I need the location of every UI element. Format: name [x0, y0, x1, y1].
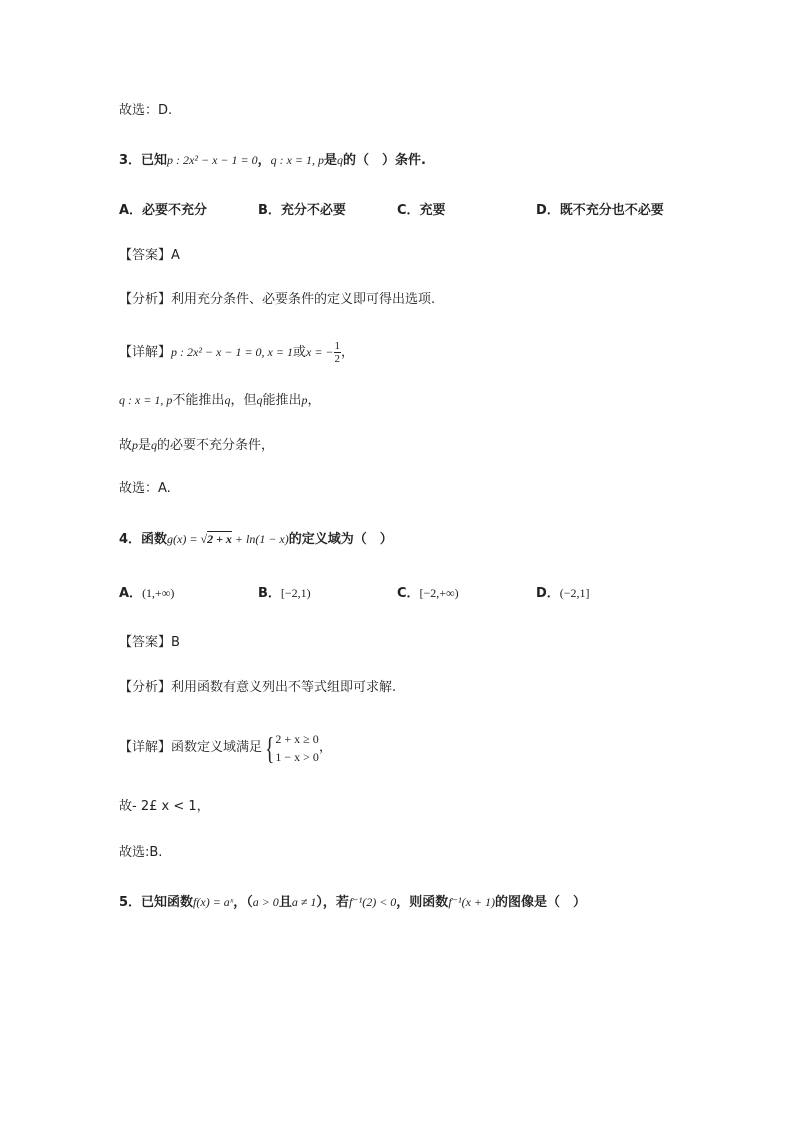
q3-answer	[119, 246, 180, 266]
q5-cond-and: 且	[278, 895, 292, 910]
left-brace-icon: {	[265, 729, 275, 766]
q5-func2: f⁻¹(x + 1)	[448, 895, 495, 909]
q4-answer-text: 【答案】B	[119, 635, 180, 650]
q3-fraction	[334, 340, 342, 365]
q3-detail	[119, 340, 354, 365]
q3-analysis-text: 【分析】利用充分条件、必要条件的定义即可得出选项.	[119, 292, 436, 307]
q4-conclusion	[119, 797, 210, 817]
q4-func: g(x) =	[167, 532, 201, 546]
question-3-stem	[119, 150, 426, 171]
q3-sep: ，	[257, 153, 271, 168]
q4-option-b-letter: B．	[258, 586, 281, 601]
q4-analysis-text: 【分析】利用函数有意义列出不等式组即可求解.	[119, 680, 397, 695]
q5-tail: 的图像是（ ）	[495, 895, 587, 910]
q4-option-a-letter: A．	[119, 586, 143, 601]
q3-line2-q2: q	[224, 393, 231, 407]
q4-option-d	[536, 583, 590, 604]
q3-option-b	[258, 201, 346, 221]
prev-choose-line	[119, 101, 172, 121]
q4-option-c-letter: C．	[397, 586, 420, 601]
q4-conclusion-text: 故- 2£ x < 1，	[119, 799, 210, 814]
q4-analysis	[119, 678, 396, 698]
q4-sqrt-body: 2 + x	[207, 532, 232, 546]
q4-inequality-system	[275, 730, 319, 766]
q3-option-a	[119, 201, 207, 221]
q3-detail-line2	[119, 390, 320, 411]
q3-q-expr: q : x = 1, p	[270, 153, 325, 167]
q3-p-expr: p : 2x² − x − 1 = 0	[167, 153, 258, 167]
q4-detail-end: ，	[318, 740, 332, 755]
q3-fraction-num: 1	[334, 340, 341, 352]
q5-cond-expr1: a > 0	[252, 895, 279, 909]
q3-answer-text: 【答案】A	[119, 248, 180, 263]
q4-option-d-letter: D．	[536, 586, 560, 601]
q3-detail-tag: 【详解】	[119, 345, 172, 360]
q5-cond-a: ，（	[233, 895, 253, 910]
q4-detail-tag: 【详解】	[119, 740, 172, 755]
q4-option-a-value: (1,+∞)	[142, 586, 175, 600]
q4-detail	[119, 728, 332, 768]
q4-sys-line-2: 1 − x > 0	[275, 749, 319, 764]
q3-option-d-label: D．既不充分也不必要	[536, 203, 664, 218]
q3-fraction-den: 2	[334, 353, 341, 365]
q3-line3-p: p	[132, 438, 139, 452]
q3-analysis	[119, 290, 435, 310]
q5-cond-b: ），若	[316, 895, 349, 910]
q3-line2-p: p	[301, 393, 308, 407]
q3-line2-expr: q : x = 1, p	[119, 393, 173, 407]
q3-detail-line3	[119, 435, 274, 456]
q3-line2-a: 不能推出	[172, 393, 225, 408]
q3-number: 3．已知	[119, 153, 168, 168]
q3-line3-a: 故	[119, 438, 133, 453]
q3-option-c	[397, 201, 446, 221]
q3-line2-c: 能推出	[262, 393, 302, 408]
q3-q-var: q	[337, 153, 344, 167]
q3-detail-end: ，	[341, 345, 355, 360]
q5-func: f(x) = aˣ	[193, 895, 234, 909]
q3-line3-c: 的必要不充分条件，	[157, 438, 275, 453]
q5-number: 5．已知函数	[119, 895, 194, 910]
q4-detail-text: 函数定义域满足	[171, 740, 263, 755]
q3-choose-text: 故选：A.	[119, 481, 171, 496]
q3-line2-q3: q	[256, 393, 263, 407]
q3-tail: 的（ ）条件.	[343, 153, 426, 168]
q3-detail-expr: p : 2x² − x − 1 = 0, x = 1	[171, 345, 293, 359]
q4-option-d-value: (−2,1]	[559, 586, 590, 600]
q3-detail-x: x = −	[306, 345, 334, 359]
q5-cond-c: ，则函数	[396, 895, 449, 910]
q4-option-b	[258, 583, 311, 604]
q3-option-c-label: C．充要	[397, 203, 446, 218]
q5-ineq: f⁻¹(2) < 0	[348, 895, 397, 909]
q3-line2-b: ，但	[230, 393, 257, 408]
q5-cond-expr2: a ≠ 1	[291, 895, 317, 909]
q4-answer	[119, 633, 180, 653]
q4-option-b-value: [−2,1)	[280, 586, 311, 600]
q4-option-c-value: [−2,+∞)	[419, 586, 459, 600]
q3-choose	[119, 479, 171, 499]
q4-func-rest: + ln(1 − x)	[231, 532, 289, 546]
q4-option-c	[397, 583, 459, 604]
q4-number: 4．函数	[119, 532, 168, 547]
q4-sys-line-1: 2 + x ≥ 0	[275, 731, 319, 746]
sqrt-icon: √	[200, 532, 208, 546]
q3-line3-b: 是	[138, 438, 152, 453]
q4-option-a	[119, 583, 174, 604]
question-4-stem	[119, 529, 393, 550]
q4-tail: 的定义域为（ ）	[288, 532, 393, 547]
q3-mid: 是	[324, 153, 338, 168]
prev-choose-text: 故选：D.	[119, 103, 173, 118]
q4-choose-text: 故选:B.	[119, 845, 163, 860]
q3-option-d	[536, 201, 664, 221]
q3-line3-q: q	[151, 438, 158, 452]
q3-detail-or: 或	[292, 345, 306, 360]
question-5-stem	[119, 892, 586, 913]
q4-choose	[119, 843, 162, 863]
q3-option-a-label: A．必要不充分	[119, 203, 208, 218]
q3-option-b-label: B．充分不必要	[258, 203, 346, 218]
q3-line2-end: ，	[307, 393, 321, 408]
